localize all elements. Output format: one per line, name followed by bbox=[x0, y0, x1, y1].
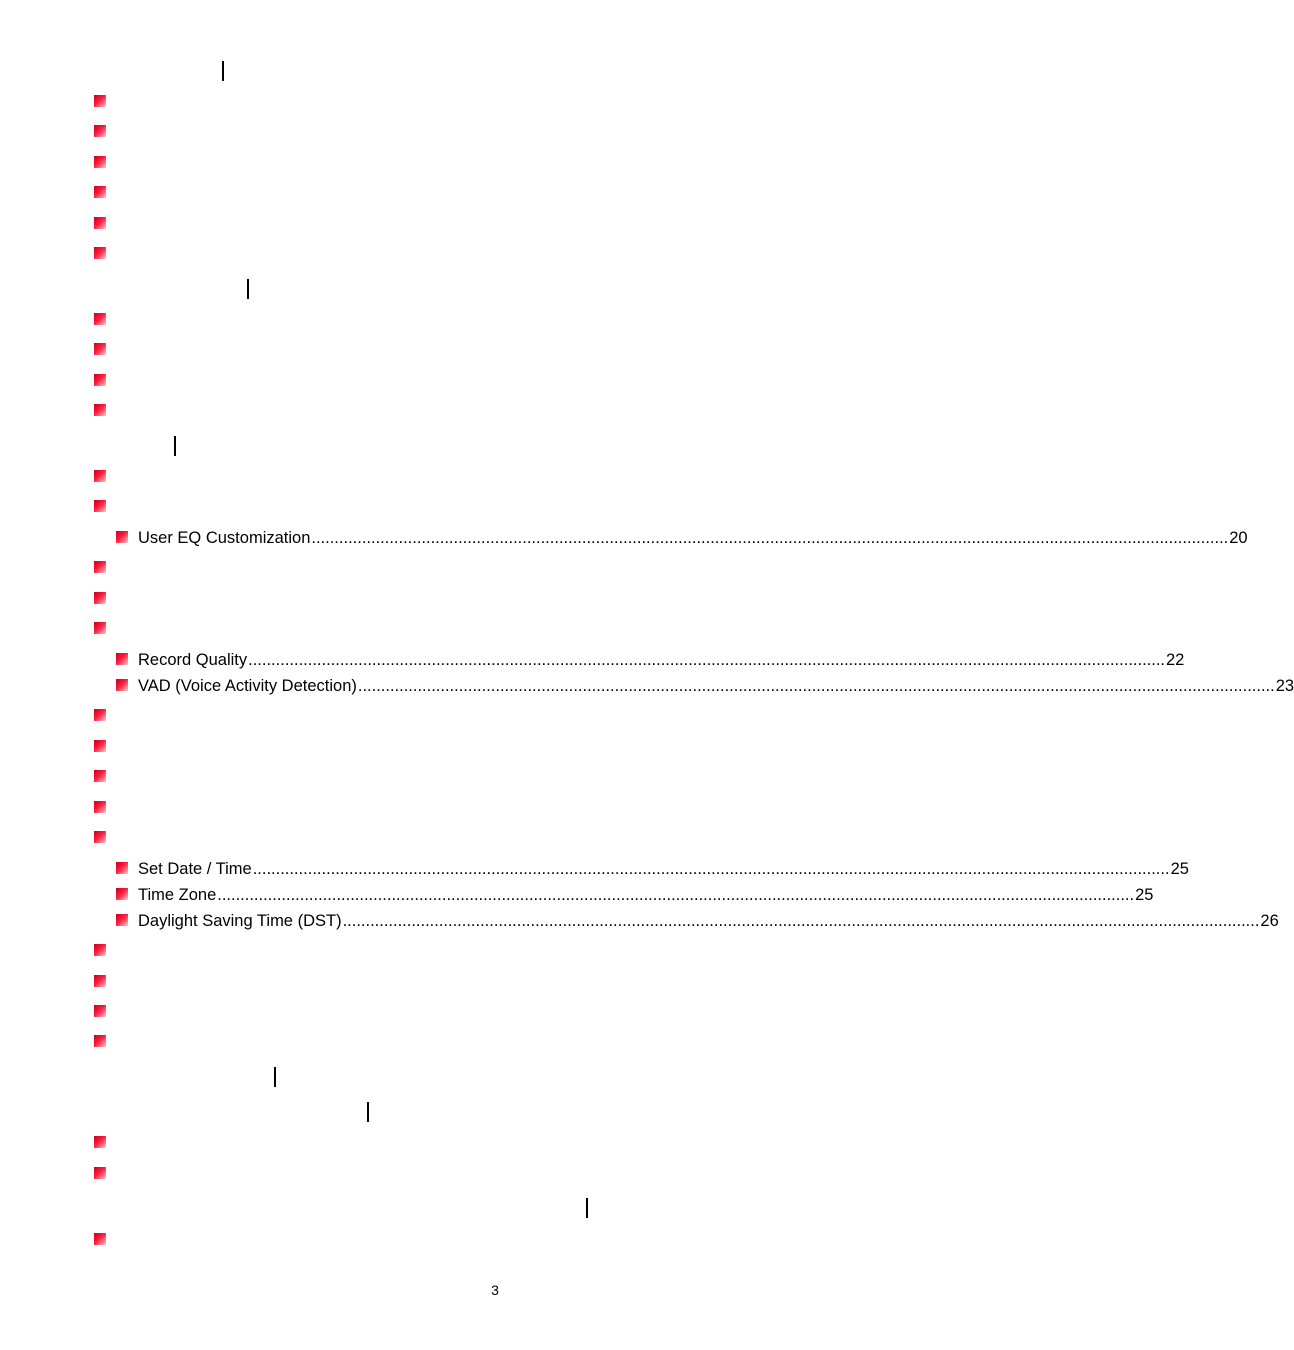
text-cursor-bar bbox=[586, 1198, 588, 1218]
bullet-icon bbox=[116, 862, 128, 874]
text-cursor-bar bbox=[174, 436, 176, 456]
toc-entry-page: 22 bbox=[1166, 651, 1185, 669]
bullet-icon bbox=[116, 653, 128, 665]
bullet-icon bbox=[94, 622, 106, 634]
toc-entry-page: 25 bbox=[1135, 886, 1154, 904]
toc-leader-dots: ........................................................................................................................................................................................................ bbox=[252, 860, 1170, 878]
page-number: 3 bbox=[491, 1282, 499, 1298]
bullet-icon bbox=[94, 156, 106, 168]
toc-entry[interactable] bbox=[138, 859, 1189, 879]
toc-entry-label: Record Quality bbox=[138, 651, 248, 669]
toc-leader-dots: ........................................................................................................................................................................................................ bbox=[342, 912, 1260, 930]
toc-entry[interactable] bbox=[138, 911, 1279, 931]
bullet-icon bbox=[94, 343, 106, 355]
bullet-icon bbox=[94, 709, 106, 721]
bullet-icon bbox=[94, 500, 106, 512]
bullet-icon bbox=[94, 404, 106, 416]
bullet-icon bbox=[94, 1136, 106, 1148]
bullet-icon bbox=[94, 740, 106, 752]
bullet-icon bbox=[116, 888, 128, 900]
toc-leader-dots: ........................................................................................................................................................................................................ bbox=[248, 651, 1165, 669]
bullet-icon bbox=[116, 914, 128, 926]
text-cursor-bar bbox=[247, 279, 249, 299]
bullet-icon bbox=[116, 679, 128, 691]
bullet-icon bbox=[94, 592, 106, 604]
toc-entry-label: Time Zone bbox=[138, 886, 217, 904]
bullet-icon bbox=[94, 975, 106, 987]
toc-leader-dots: ........................................................................................................................................................................................................ bbox=[217, 886, 1135, 904]
bullet-icon bbox=[94, 770, 106, 782]
bullet-icon bbox=[94, 1035, 106, 1047]
bullet-icon bbox=[94, 801, 106, 813]
toc-leader-dots: ........................................................................................................................................................................................................ bbox=[357, 677, 1275, 695]
toc-entry-page: 23 bbox=[1275, 677, 1294, 695]
toc-entry-label: User EQ Customization bbox=[138, 529, 311, 547]
toc-entry[interactable] bbox=[138, 885, 1154, 905]
toc-entry-label: VAD (Voice Activity Detection) bbox=[138, 677, 357, 695]
bullet-icon bbox=[94, 1167, 106, 1179]
bullet-icon bbox=[94, 247, 106, 259]
toc-entry-page: 25 bbox=[1170, 860, 1189, 878]
bullet-icon bbox=[116, 531, 128, 543]
bullet-icon bbox=[94, 217, 106, 229]
text-cursor-bar bbox=[274, 1067, 276, 1087]
toc-entry-page: 26 bbox=[1260, 912, 1279, 930]
bullet-icon bbox=[94, 470, 106, 482]
bullet-icon bbox=[94, 374, 106, 386]
toc-entry[interactable] bbox=[138, 650, 1185, 670]
bullet-icon bbox=[94, 95, 106, 107]
bullet-icon bbox=[94, 1233, 106, 1245]
toc-entry-page: 20 bbox=[1229, 529, 1248, 547]
toc-entry[interactable] bbox=[138, 676, 1294, 696]
toc-entry-label: Set Date / Time bbox=[138, 860, 252, 878]
text-cursor-bar bbox=[222, 61, 224, 81]
bullet-icon bbox=[94, 944, 106, 956]
toc-entry[interactable] bbox=[138, 528, 1248, 548]
toc-leader-dots: ........................................................................................................................................................................................................ bbox=[311, 529, 1229, 547]
toc-entry-label: Daylight Saving Time (DST) bbox=[138, 912, 342, 930]
bullet-icon bbox=[94, 831, 106, 843]
bullet-icon bbox=[94, 1005, 106, 1017]
bullet-icon bbox=[94, 561, 106, 573]
bullet-icon bbox=[94, 313, 106, 325]
bullet-icon bbox=[94, 125, 106, 137]
bullet-icon bbox=[94, 186, 106, 198]
text-cursor-bar bbox=[367, 1102, 369, 1122]
